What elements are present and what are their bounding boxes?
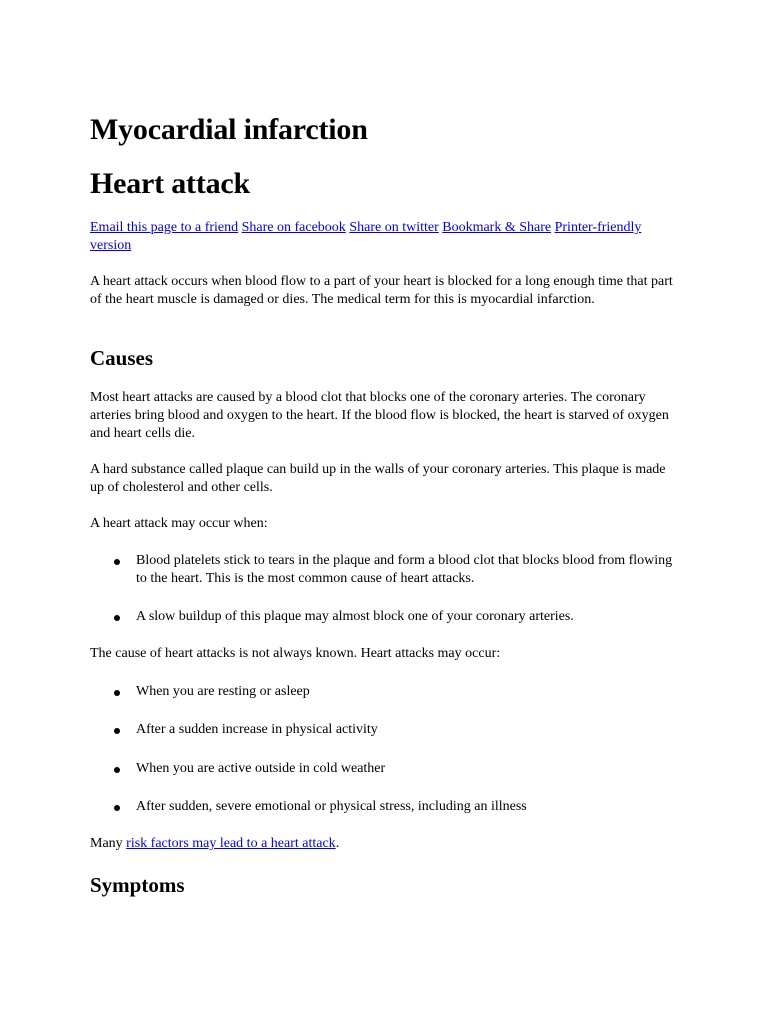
list-item-text: When you are active outside in cold weather [136, 761, 386, 776]
bookmark-share-link[interactable]: Bookmark & Share [442, 220, 552, 235]
page-subtitle: Heart attack [90, 167, 251, 200]
share-facebook-link[interactable]: Share on facebook [241, 220, 346, 235]
email-page-link[interactable]: Email this page to a friend [90, 220, 239, 235]
causes-heading: Causes [90, 346, 154, 370]
risk-factors-paragraph [90, 835, 675, 853]
printer-friendly-link[interactable]: Printer-friendly version [90, 220, 642, 253]
share-links [90, 219, 650, 255]
page-title: Myocardial infarction [90, 113, 368, 146]
list-item-text: When you are resting or asleep [136, 684, 310, 699]
bullet-icon [114, 767, 120, 773]
causes-paragraph-2: A hard substance called plaque can build up in the walls of your coronary arteries. This plaque is made up of cholesterol and other cells. [90, 462, 666, 495]
causes-paragraph-1: Most heart attacks are caused by a blood clot that blocks one of the coronary arteries. The coronary arteries bring blood and oxygen to the heart. If the blood flow is blocked, the heart is starved of oxygen and heart cells die. [90, 390, 669, 441]
bullet-icon [114, 728, 120, 734]
list-item-text: Blood platelets stick to tears in the plaque and form a blood clot that blocks blood from flowing to the heart. This is the most common cause of heart attacks. [136, 553, 673, 586]
list-item-text: After a sudden increase in physical activity [136, 722, 378, 737]
causes-paragraph-4: The cause of heart attacks is not always known. Heart attacks may occur: [90, 646, 501, 661]
bullet-icon [114, 690, 120, 696]
share-twitter-link[interactable]: Share on twitter [349, 220, 439, 235]
causes-paragraph-3: A heart attack may occur when: [90, 516, 268, 531]
list-item-text: After sudden, severe emotional or physical stress, including an illness [136, 799, 527, 814]
bullet-icon [114, 805, 120, 811]
risk-factors-link[interactable]: risk factors may lead to a heart attack [126, 836, 336, 851]
symptoms-heading: Symptoms [90, 873, 185, 897]
risk-suffix-text: . [335, 836, 340, 851]
risk-prefix-text: Many [90, 836, 127, 851]
bullet-icon [114, 615, 120, 621]
bullet-icon [114, 559, 120, 565]
intro-paragraph: A heart attack occurs when blood flow to a part of your heart is blocked for a long enough time that part of the heart muscle is damaged or dies. The medical term for this is myocardial infarction. [90, 274, 673, 307]
list-item-text: A slow buildup of this plaque may almost block one of your coronary arteries. [136, 609, 574, 624]
